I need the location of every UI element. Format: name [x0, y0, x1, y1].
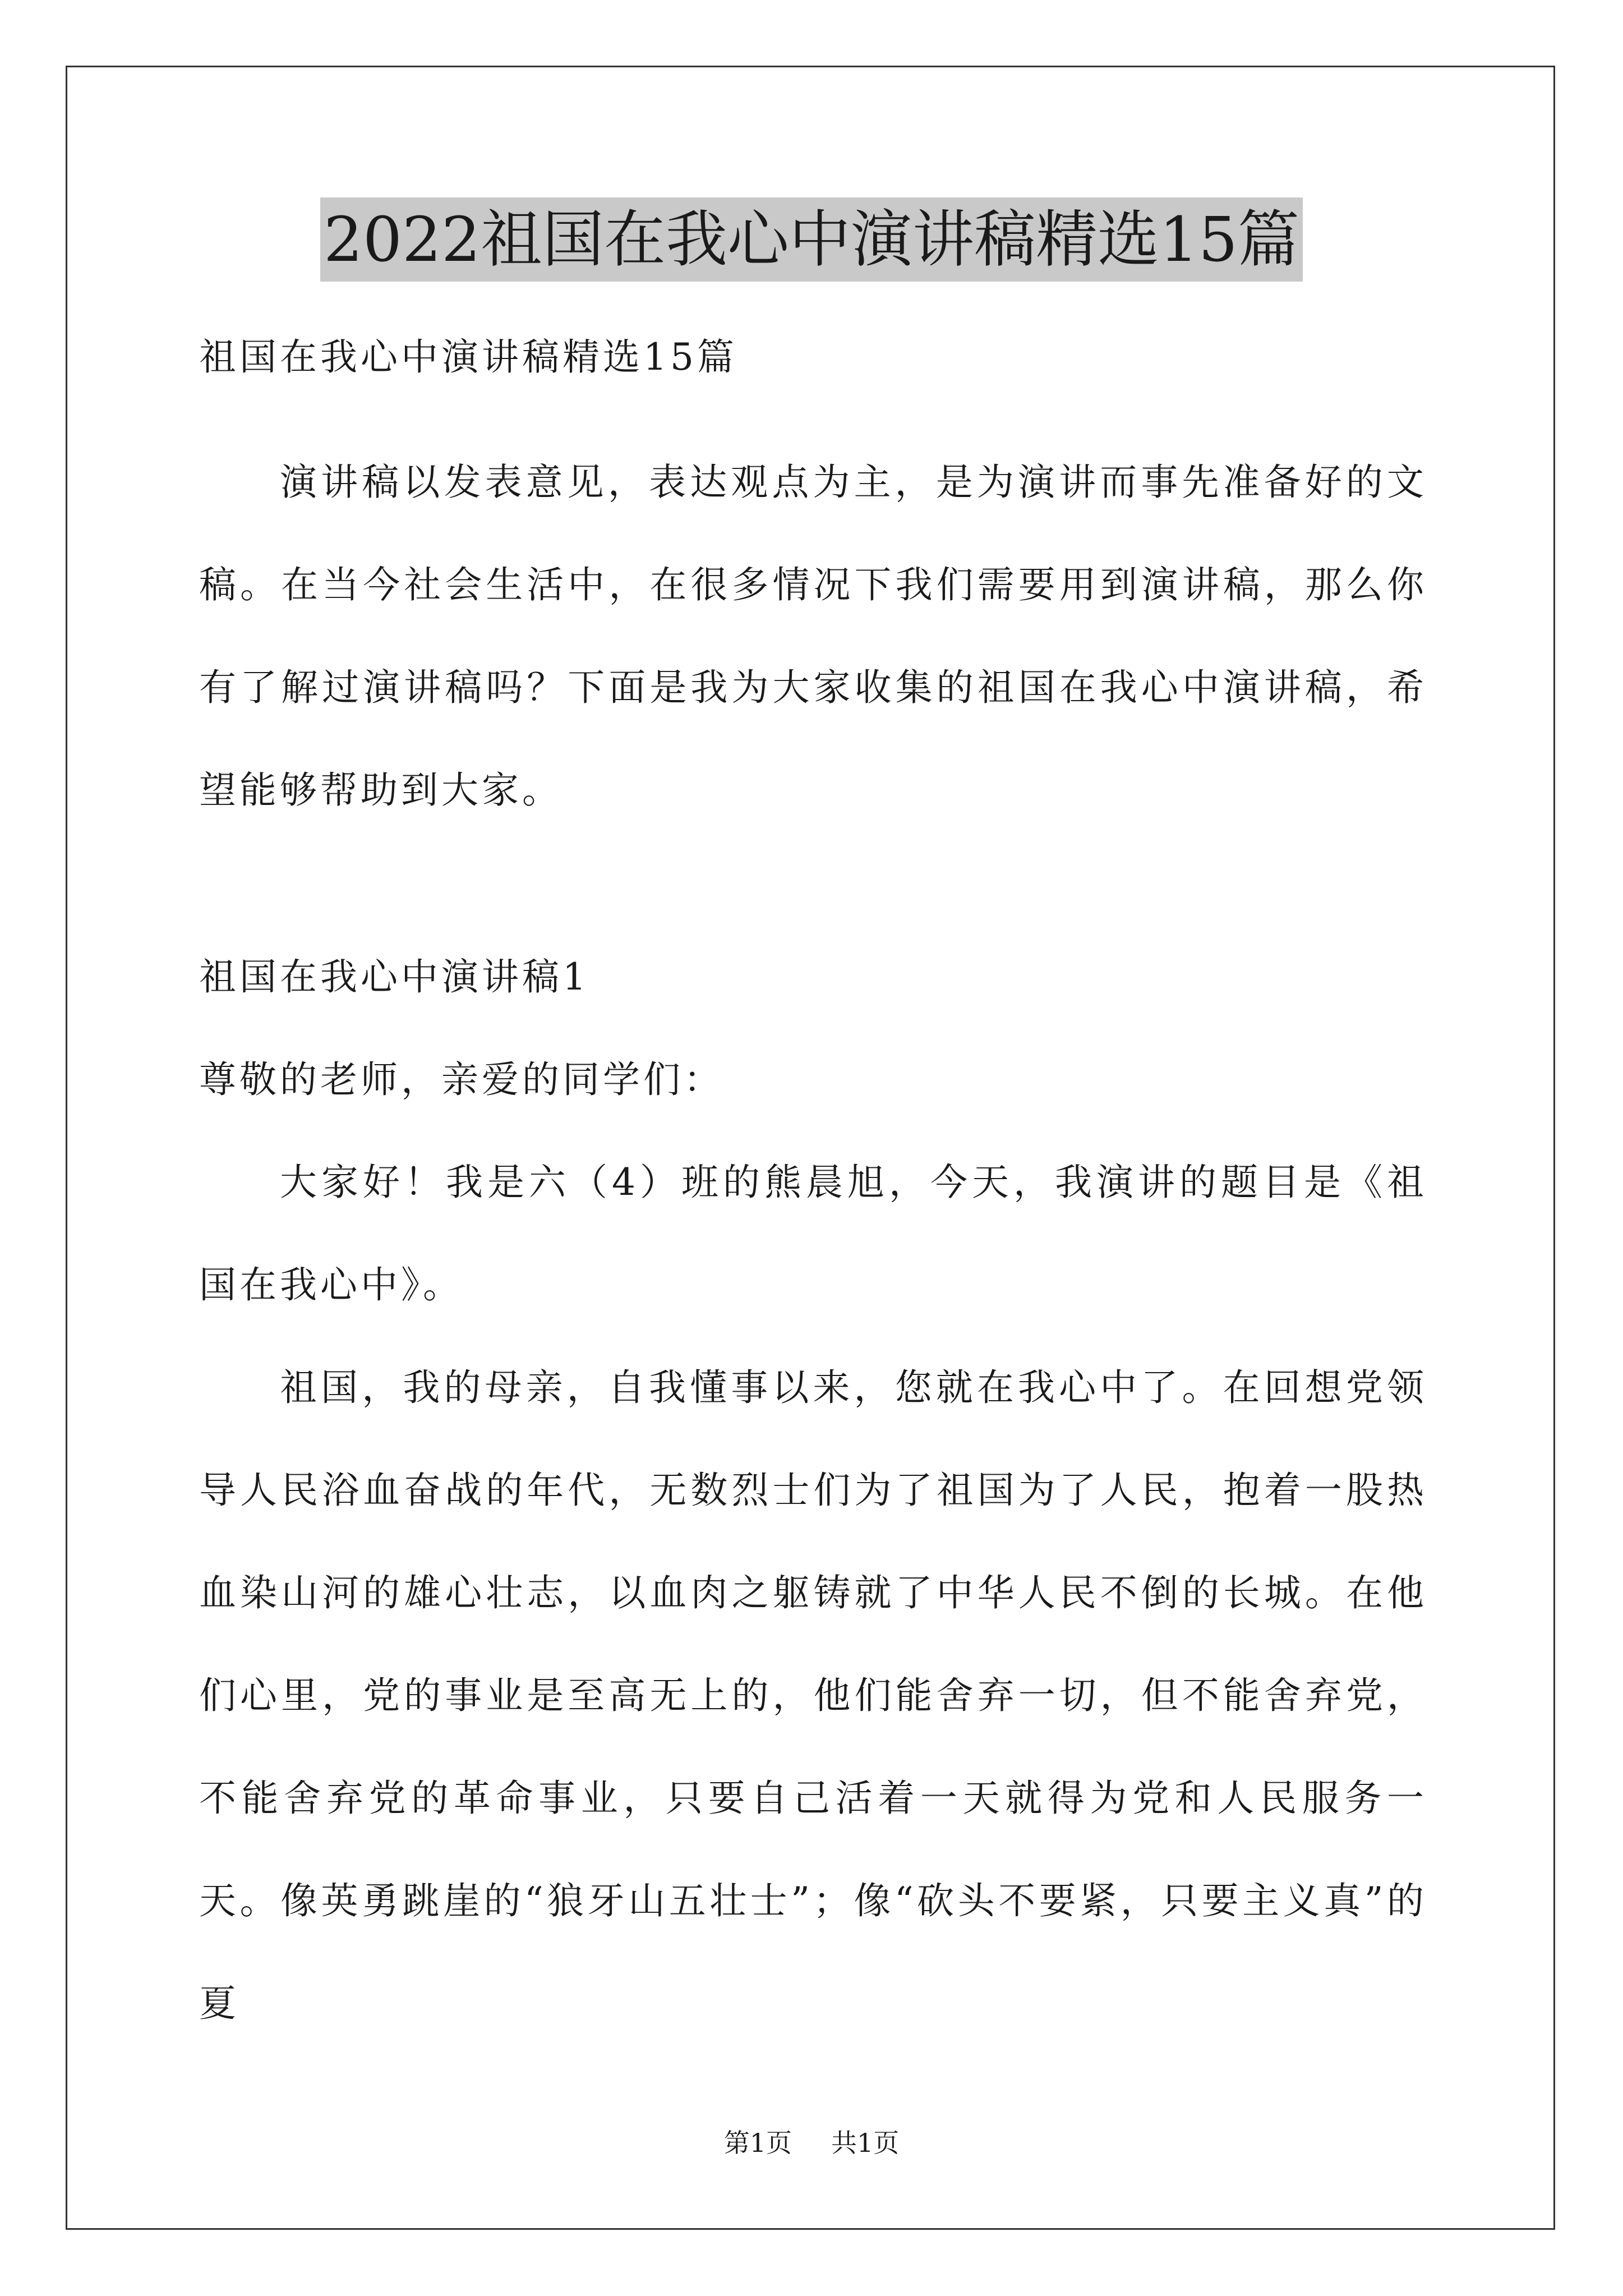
page-footer: [0, 2126, 1623, 2160]
greeting-paragraph: 大家好！我是六（4）班的熊晨旭，今天，我演讲的题目是《祖国在我心中》。: [199, 1161, 1427, 1306]
subtitle-paragraph: 祖国在我心中演讲稿精选15篇: [199, 335, 737, 379]
title-area: [0, 197, 1623, 282]
body-paragraph: 祖国，我的母亲，自我懂事以来，您就在我心中了。在回想党领导人民浴血奋战的年代，无数烈士们为了祖国为了人民，抱着一股热血染山河的雄心壮志，以血肉之躯铸就了中华人民不倒的长城。在他们心里，党的事业是至高无上的，他们能舍弃一切，但不能舍弃党，不能舍弃党的革命事业，只要自己活着一天就得为党和人民服务一天。像英勇跳崖的“狼牙山五壮士”；像“砍头不要紧，只要主义真”的夏: [199, 1366, 1427, 2025]
page-number-current: 第1页: [723, 2128, 792, 2158]
section-heading: 祖国在我心中演讲稿1: [199, 955, 589, 999]
document-title: 2022祖国在我心中演讲稿精选15篇: [320, 197, 1303, 282]
salutation-paragraph: 尊敬的老师，亲爱的同学们：: [199, 1058, 724, 1101]
page-number-total: 共1页: [831, 2128, 900, 2158]
intro-paragraph: 演讲稿以发表意见，表达观点为主，是为演讲而事先准备好的文稿。在当今社会生活中，在很多情况下我们需要用到演讲稿，那么你有了解过演讲稿吗？下面是我为大家收集的祖国在我心中演讲稿，希望能够帮助到大家。: [199, 461, 1427, 812]
document-body: [199, 306, 1427, 2055]
